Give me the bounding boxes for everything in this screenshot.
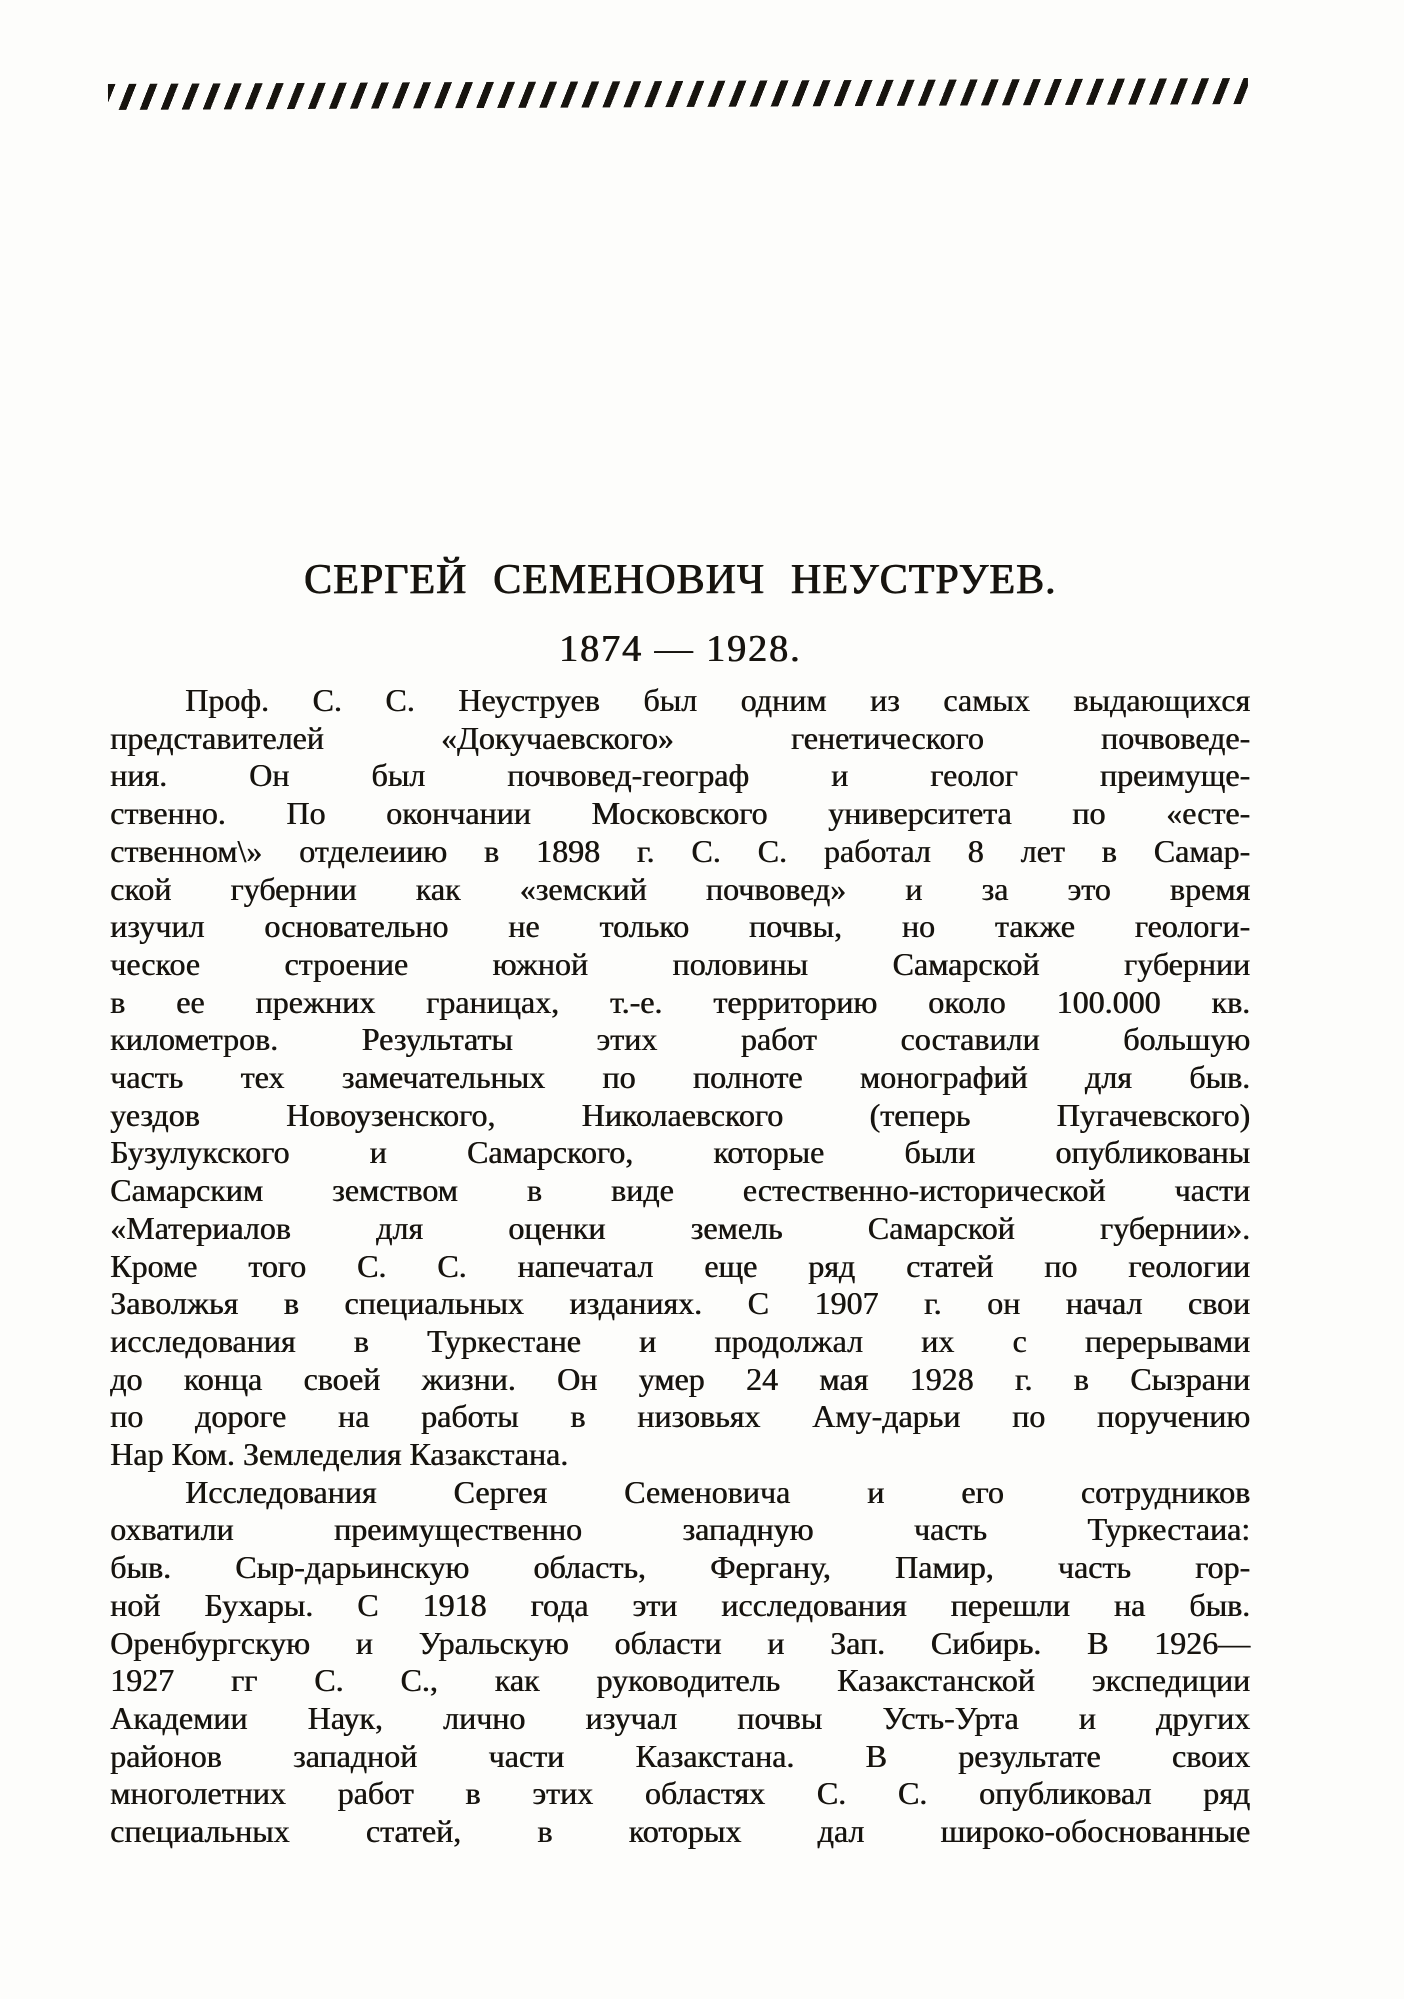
article-title: СЕРГЕЙ СЕМЕНОВИЧ НЕУСТРУЕВ. bbox=[303, 557, 1057, 603]
text-line: представителей «Докучаевского» генетического почвоведе- bbox=[110, 719, 1250, 756]
heading-block bbox=[110, 556, 1250, 671]
text-line: ственном\» отделеиию в 1898 г. С. С. работал 8 лет в Самар- bbox=[110, 832, 1250, 869]
text-line: многолетних работ в этих областях С. С. опубликовал ряд bbox=[110, 1775, 1250, 1812]
decorative-hatch-rule bbox=[108, 78, 1248, 110]
text-line: исследования в Туркестане и продолжал их с перерывами bbox=[110, 1322, 1250, 1359]
text-line: уездов Новоузенского, Николаевского (теперь Пугачевского) bbox=[110, 1096, 1250, 1133]
text-line: охватили преимущественно западную часть Туркестаиа: bbox=[110, 1511, 1250, 1548]
text-line: ной Бухары. С 1918 года эти исследования перешли на быв. bbox=[110, 1586, 1250, 1623]
text-line: Проф. С. С. Неуструев был одним из самых выдающихся bbox=[185, 682, 1250, 718]
text-line: в ее прежних границах, т.-е. территорию около 100.000 кв. bbox=[110, 983, 1250, 1020]
text-line: изучил основательно не только почвы, но также геологи- bbox=[110, 908, 1250, 945]
text-line: километров. Результаты этих работ составили большую bbox=[110, 1021, 1250, 1058]
text-line: Оренбургскую и Уральскую области и Зап. Сибирь. В 1926— bbox=[110, 1624, 1250, 1661]
text-line: ческое строение южной половины Самарской губернии bbox=[110, 945, 1250, 982]
text-line: ния. Он был почвовед-географ и геолог преимуще- bbox=[110, 757, 1250, 794]
text-line: Кроме того С. С. напечатал еще ряд статей по геологии bbox=[110, 1247, 1250, 1284]
text-line: 1927 гг С. С., как руководитель Казакстанской экспедиции bbox=[110, 1662, 1250, 1699]
text-line: до конца своей жизни. Он умер 24 мая 1928 г. в Сызрани bbox=[110, 1360, 1250, 1397]
text-line: специальных статей, в которых дал широко-обоснованные bbox=[110, 1813, 1250, 1850]
text-line: Заволжья в специальных изданиях. С 1907 г. он начал свои bbox=[110, 1285, 1250, 1322]
article-body bbox=[110, 682, 1250, 1851]
text-line: Академии Наук, лично изучал почвы Усть-Урта и других bbox=[110, 1699, 1250, 1736]
text-line: по дороге на работы в низовьях Аму-дарьи по поручению bbox=[110, 1398, 1250, 1435]
paragraph bbox=[110, 1474, 1250, 1851]
text-line: Бузулукского и Самарского, которые были опубликованы bbox=[110, 1134, 1250, 1171]
text-line: Нар Ком. Земледелия Казакстана. bbox=[110, 1436, 569, 1473]
text-line: Самарским земством в виде естественно-исторической части bbox=[110, 1172, 1250, 1209]
text-line: ской губернии как «земский почвовед» и за это время bbox=[110, 870, 1250, 907]
article-dates: 1874 — 1928. bbox=[558, 628, 802, 670]
text-line: быв. Сыр-дарьинскую область, Фергану, Памир, часть гор- bbox=[110, 1549, 1250, 1586]
text-line: часть тех замечательных по полноте монографий для быв. bbox=[110, 1059, 1250, 1096]
text-line: «Материалов для оценки земель Самарской губернии». bbox=[110, 1209, 1250, 1246]
text-line: Исследования Сергея Семеновича и его сотрудников bbox=[185, 1473, 1250, 1510]
text-line: районов западной части Казакстана. В результате своих bbox=[110, 1737, 1250, 1774]
paragraph bbox=[110, 682, 1250, 1474]
text-line: ственно. По окончании Московского университета по «есте- bbox=[110, 795, 1250, 832]
